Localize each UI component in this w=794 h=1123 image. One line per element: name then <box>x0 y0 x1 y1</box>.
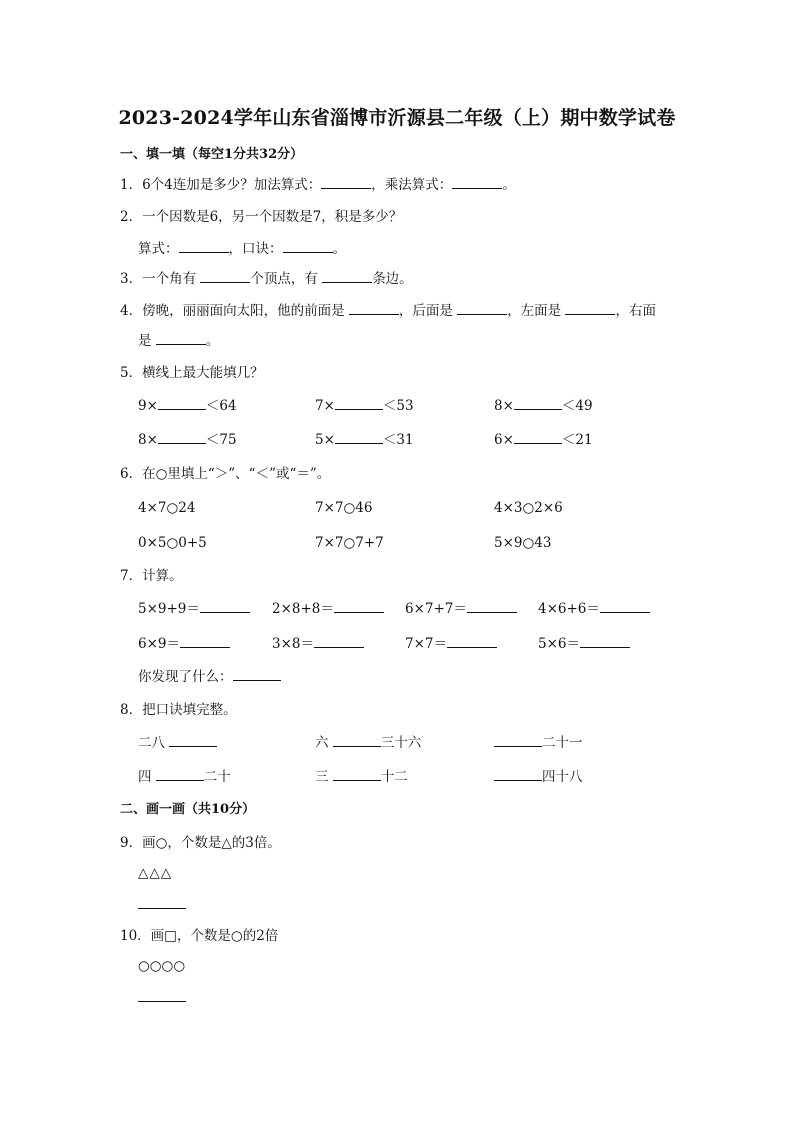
answer-blank[interactable] <box>322 270 372 283</box>
q7-expr: 7×7＝ <box>405 636 447 652</box>
q6-item[interactable]: 7×7○46 <box>315 500 373 516</box>
q2-text-c: 。 <box>332 241 346 257</box>
answer-blank[interactable] <box>158 431 206 444</box>
q7-item <box>272 635 364 653</box>
q4-text-d: ，右面 <box>615 303 656 319</box>
q7-item <box>272 600 384 618</box>
q7-expr: 2×8+8＝ <box>272 601 334 617</box>
question-4 <box>120 302 656 320</box>
answer-blank[interactable] <box>447 635 497 648</box>
q8-item <box>494 768 583 786</box>
q7-item <box>138 600 250 618</box>
q6-item[interactable]: 7×7○7+7 <box>315 535 384 551</box>
q8-item <box>138 734 217 752</box>
q2-text-b: ，口诀： <box>228 241 283 257</box>
q8-item <box>494 734 583 752</box>
q5-post: ＜64 <box>205 398 237 414</box>
q8-item <box>315 768 408 786</box>
question-1 <box>120 176 516 194</box>
q9-triangles: △△△ <box>138 865 173 881</box>
q5-post: ＜53 <box>382 398 414 414</box>
answer-blank[interactable] <box>335 397 383 410</box>
question-6: 6．在○里填上“＞”、“＜”或“＝”。 <box>120 466 331 482</box>
q5-pre: 6× <box>494 432 514 448</box>
q4-text-c: ，左面是 <box>507 303 566 319</box>
q5-pre: 9× <box>138 398 158 414</box>
q4-text-e: 是 <box>138 333 156 349</box>
answer-blank[interactable] <box>494 768 542 781</box>
q5-post: ＜75 <box>205 432 237 448</box>
q3-text-a: 3．一个角有 <box>120 271 201 287</box>
answer-blank[interactable] <box>200 270 250 283</box>
answer-blank[interactable] <box>565 302 615 315</box>
q5-item <box>494 431 593 449</box>
q8-item <box>138 768 231 786</box>
q5-pre: 7× <box>315 398 335 414</box>
q7-item <box>538 600 650 618</box>
answer-blank[interactable] <box>467 600 517 613</box>
q3-text-c: 条边。 <box>372 271 413 287</box>
q8-item <box>315 734 421 752</box>
q7-expr: 5×6＝ <box>538 636 580 652</box>
answer-blank[interactable] <box>138 989 186 1002</box>
answer-blank[interactable] <box>158 397 206 410</box>
q6-item[interactable]: 4×7○24 <box>138 500 196 516</box>
q10-answer <box>138 989 186 1007</box>
q7-discover-label: 你发现了什么： <box>138 669 233 685</box>
answer-blank[interactable] <box>349 302 399 315</box>
q8-post: 四十八 <box>542 769 583 785</box>
q5-pre: 5× <box>315 432 335 448</box>
q7-expr: 6×7+7＝ <box>405 601 467 617</box>
answer-blank[interactable] <box>457 302 507 315</box>
section-2-heading: 二、画一画（共10分） <box>120 802 256 817</box>
q6-item[interactable]: 5×9○43 <box>494 535 552 551</box>
q3-text-b: 个顶点，有 <box>250 271 323 287</box>
question-5: 5．横线上最大能填几？ <box>120 365 264 381</box>
q9-answer <box>138 896 186 914</box>
question-9: 9．画○，个数是△的3倍。 <box>120 835 281 851</box>
answer-blank[interactable] <box>514 431 562 444</box>
question-10: 10．画□，个数是○的2倍 <box>120 928 279 944</box>
answer-blank[interactable] <box>514 397 562 410</box>
answer-blank[interactable] <box>333 768 381 781</box>
answer-blank[interactable] <box>334 600 384 613</box>
q10-circles: ○○○○ <box>138 958 186 974</box>
q8-pre: 二八 <box>138 735 170 751</box>
answer-blank[interactable] <box>200 600 250 613</box>
q5-item <box>138 397 237 415</box>
answer-blank[interactable] <box>156 768 204 781</box>
q5-pre: 8× <box>138 432 158 448</box>
question-2-answer-line <box>138 240 346 258</box>
answer-blank[interactable] <box>283 240 333 253</box>
question-4-continued <box>138 332 219 350</box>
q5-post: ＜31 <box>382 432 414 448</box>
q5-item <box>315 431 414 449</box>
question-3 <box>120 270 413 288</box>
q4-text-a: 4．傍晚，丽丽面向太阳，他的前面是 <box>120 303 349 319</box>
q1-text-a: 1．6个4连加是多少？加法算式： <box>120 177 322 193</box>
q5-post: ＜21 <box>561 432 593 448</box>
q7-item <box>138 635 230 653</box>
q7-item <box>405 600 517 618</box>
answer-blank[interactable] <box>580 635 630 648</box>
q8-pre: 六 <box>315 735 333 751</box>
q5-item <box>138 431 237 449</box>
q5-post: ＜49 <box>561 398 593 414</box>
answer-blank[interactable] <box>335 431 383 444</box>
answer-blank[interactable] <box>156 332 206 345</box>
q4-text-b: ，后面是 <box>398 303 458 319</box>
q7-expr: 3×8＝ <box>272 636 314 652</box>
q7-expr: 5×9+9＝ <box>138 601 200 617</box>
exam-title: 2023-2024学年山东省淄博市沂源县二年级（上）期中数学试卷 <box>118 107 676 129</box>
q5-pre: 8× <box>494 398 514 414</box>
q7-discover <box>138 668 281 686</box>
q8-post: 十二 <box>380 769 408 785</box>
answer-blank[interactable] <box>169 734 217 747</box>
q8-pre: 四 <box>138 769 156 785</box>
answer-blank[interactable] <box>452 176 502 189</box>
q7-expr: 4×6+6＝ <box>538 601 600 617</box>
answer-blank[interactable] <box>333 734 381 747</box>
answer-blank[interactable] <box>180 635 230 648</box>
answer-blank[interactable] <box>321 176 371 189</box>
q8-post: 三十六 <box>380 735 422 751</box>
section-1-heading: 一、填一填（每空1分共32分） <box>120 147 304 162</box>
q7-item <box>538 635 630 653</box>
question-8: 8．把口诀填完整。 <box>120 702 237 718</box>
q5-item <box>494 397 593 415</box>
question-7: 7．计算。 <box>120 568 183 584</box>
answer-blank[interactable] <box>233 668 281 681</box>
q8-pre: 三 <box>315 769 333 785</box>
answer-blank[interactable] <box>138 896 186 909</box>
question-2: 2．一个因数是6，另一个因数是7，积是多少？ <box>120 209 403 225</box>
q4-text-f: 。 <box>205 333 220 349</box>
answer-blank[interactable] <box>179 240 229 253</box>
q5-item <box>315 397 414 415</box>
q6-item[interactable]: 4×3○2×6 <box>494 500 563 516</box>
q8-post: 二十 <box>203 769 231 785</box>
q7-expr: 6×9＝ <box>138 636 180 652</box>
q1-text-b: ，乘法算式： <box>371 177 453 193</box>
answer-blank[interactable] <box>600 600 650 613</box>
q7-item <box>405 635 497 653</box>
q6-item[interactable]: 0×5○0+5 <box>138 535 207 551</box>
q1-text-c: 。 <box>502 177 516 193</box>
q8-post: 二十一 <box>542 735 583 751</box>
answer-blank[interactable] <box>494 734 542 747</box>
answer-blank[interactable] <box>314 635 364 648</box>
q2-text-a: 算式： <box>138 241 179 257</box>
